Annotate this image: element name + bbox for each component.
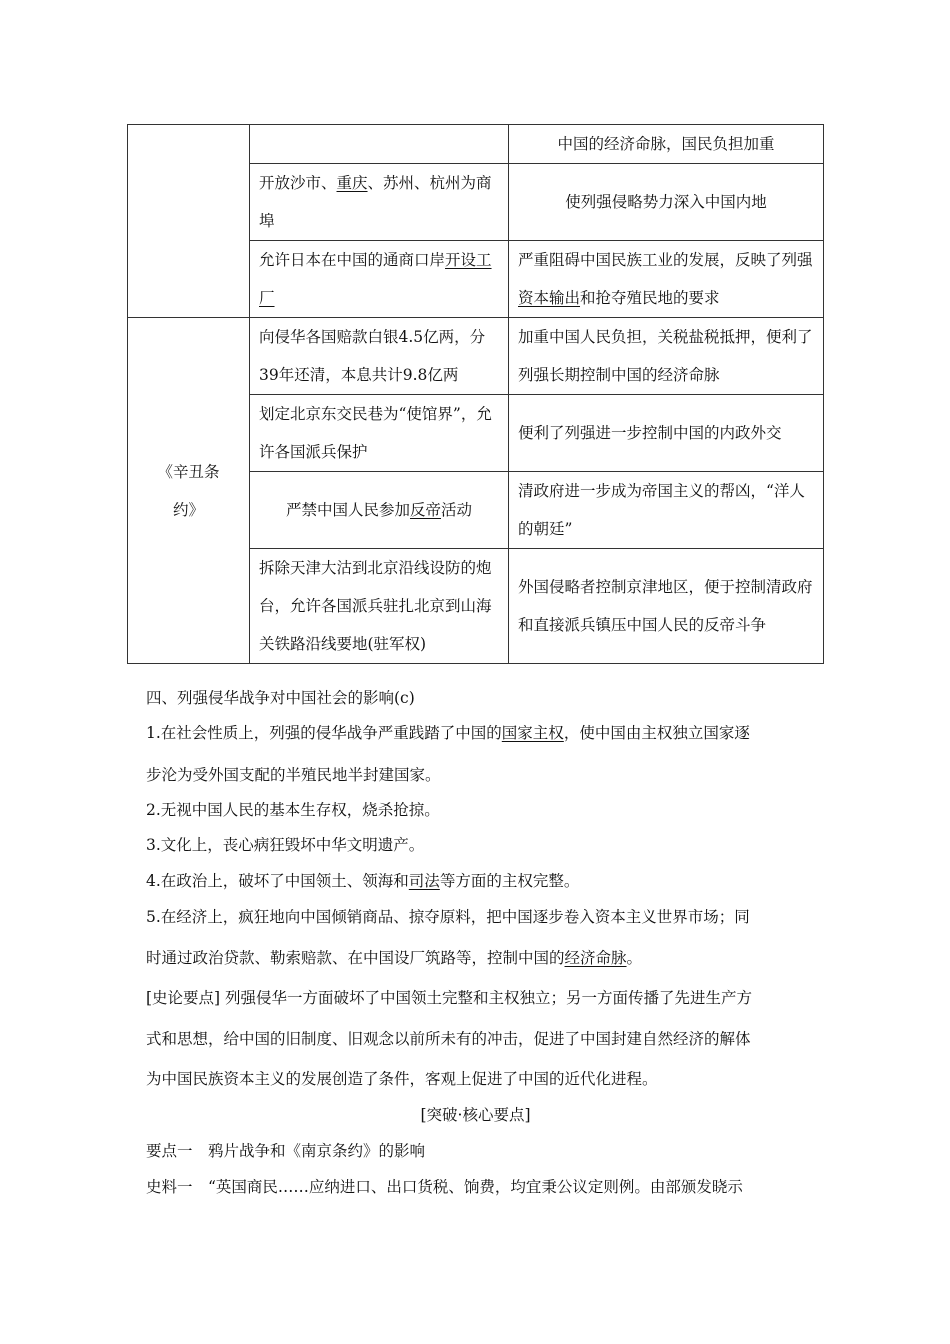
paragraph: 5.在经济上，疯狂地向中国倾销商品、掠夺原料，把中国逐步卷入资本主义世界市场；同 [146,908,750,926]
underlined-term: 司法 [408,872,440,890]
table-cell: 使列强侵略势力深入中国内地 [509,164,824,241]
section-heading: 四、列强侵华战争对中国社会的影响(c) [146,689,415,707]
table-cell: 便利了列强进一步控制中国的内政外交 [509,395,824,472]
underlined-term: 重庆 [336,174,368,192]
table-cell: 向侵华各国赔款白银4.5亿两，分39年还清，本息共计9.8亿两 [250,318,509,395]
table-cell [128,125,250,318]
underlined-term: 资本输出 [518,289,581,307]
table-cell: 中国的经济命脉，国民负担加重 [509,125,824,164]
table-cell: 允许日本在中国的通商口岸开设工厂 [250,241,509,318]
table-row [128,125,824,164]
underlined-term: 经济命脉 [564,949,627,967]
paragraph: 时通过政治贷款、勒索赔款、在中国设厂筑路等，控制中国的经济命脉。 [146,949,643,967]
table-row [128,318,824,395]
table-cell [250,125,509,164]
underlined-term: 反帝 [409,501,441,519]
paragraph: 3.文化上，丧心病狂毁坏中华文明遗产。 [146,836,425,854]
underlined-term: 开设工厂 [259,251,492,307]
section-title: [突破·核心要点] [420,1106,531,1124]
table-cell: 严重阻碍中国民族工业的发展，反映了列强资本输出和抢夺殖民地的要求 [509,241,824,318]
note-paragraph: [史论要点] 列强侵华一方面破坏了中国领土完整和主权独立；另一方面传播了先进生产方 [146,989,753,1007]
table-cell: 清政府进一步成为帝国主义的帮凶，“洋人的朝廷” [509,472,824,549]
point-heading: 要点一 鸦片战争和《南京条约》的影响 [146,1142,426,1160]
table-cell: 严禁中国人民参加反帝活动 [250,472,509,549]
treaty-table [127,124,824,664]
paragraph: 2.无视中国人民的基本生存权，烧杀抢掠。 [146,801,440,819]
underlined-term: 国家主权 [501,724,564,742]
paragraph: 4.在政治上，破坏了中国领土、领海和司法等方面的主权完整。 [146,872,580,890]
table-cell: 划定北京东交民巷为“使馆界”，允许各国派兵保护 [250,395,509,472]
table-cell: 加重中国人民负担，关税盐税抵押，便利了列强长期控制中国的经济命脉 [509,318,824,395]
note-paragraph: 为中国民族资本主义的发展创造了条件，客观上促进了中国的近代化进程。 [146,1070,658,1088]
material-text: 史料一 “英国商民……应纳进口、出口货税、饷费，均宜秉公议定则例。由部颁发晓示 [146,1178,743,1196]
table-cell: 外国侵略者控制京津地区，便于控制清政府和直接派兵镇压中国人民的反帝斗争 [509,549,824,664]
treaty-name-cell: 《辛丑条约》 [128,318,250,664]
paragraph: 1.在社会性质上，列强的侵华战争严重践踏了中国的国家主权，使中国由主权独立国家逐 [146,724,750,742]
paragraph: 步沦为受外国支配的半殖民地半封建国家。 [146,766,441,784]
note-paragraph: 式和思想，给中国的旧制度、旧观念以前所未有的冲击，促进了中国封建自然经济的解体 [146,1030,751,1048]
table-cell: 拆除天津大沽到北京沿线设防的炮台，允许各国派兵驻扎北京到山海关铁路沿线要地(驻军权) [250,549,509,664]
table-cell: 开放沙市、重庆、苏州、杭州为商埠 [250,164,509,241]
